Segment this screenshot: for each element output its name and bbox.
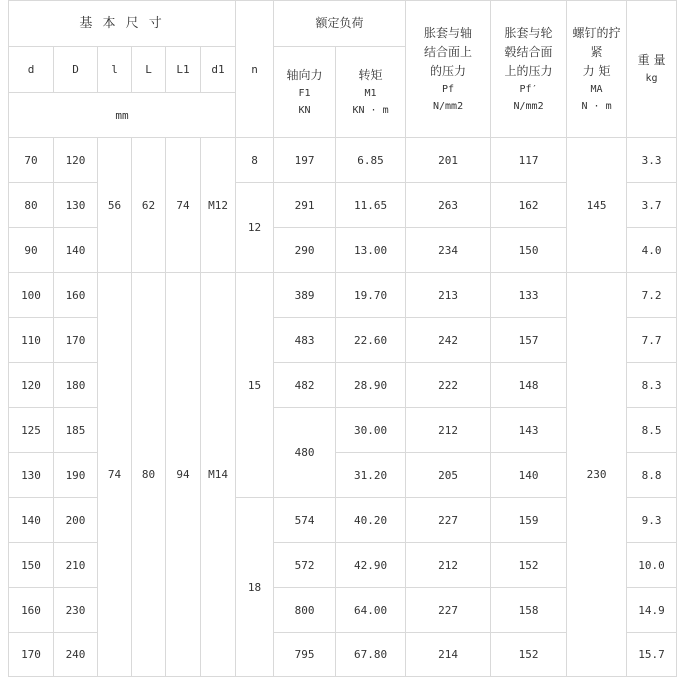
pressure-shaft-header [406,1,491,138]
pressure-hub-line2: 毂结合面 [504,44,553,59]
cell-weight: 8.5 [627,408,677,453]
cell-Pf: 205 [406,453,491,498]
cell-F1: 574 [274,498,336,543]
cell-weight: 10.0 [627,543,677,588]
cell-D: 180 [54,363,98,408]
header-row-1 [9,1,677,47]
cell-d: 100 [9,273,54,318]
cell-d1: M12 [201,138,236,273]
cell-Pf-prime: 157 [491,318,567,363]
pressure-hub-line3: 上的压力 [504,63,553,78]
cell-d: 150 [9,543,54,588]
cell-D: 185 [54,408,98,453]
cell-F1: 480 [274,408,336,498]
cell-M1: 19.70 [336,273,406,318]
cell-weight: 7.7 [627,318,677,363]
cell-F1: 197 [274,138,336,183]
cell-Pf: 234 [406,228,491,273]
col-L1-header: L1 [166,47,201,93]
cell-weight: 4.0 [627,228,677,273]
cell-Pf-prime: 159 [491,498,567,543]
pressure-hub-symbol: Pf′ [519,83,538,95]
cell-D: 240 [54,633,98,677]
cell-d: 130 [9,453,54,498]
cell-F1: 795 [274,633,336,677]
cell-F1: 482 [274,363,336,408]
cell-D: 140 [54,228,98,273]
cell-weight: 3.7 [627,183,677,228]
col-L-header: L [132,47,166,93]
cell-M1: 40.20 [336,498,406,543]
cell-weight: 8.8 [627,453,677,498]
table-row [9,138,677,183]
cell-F1: 389 [274,273,336,318]
screw-torque-line2: 紧 [590,44,603,59]
cell-d: 120 [9,363,54,408]
cell-Pf: 222 [406,363,491,408]
screw-torque-line3: 力 矩 [582,63,611,78]
cell-d: 80 [9,183,54,228]
pressure-hub-line1: 胀套与轮 [504,25,553,40]
cell-D: 200 [54,498,98,543]
cell-M1: 67.80 [336,633,406,677]
cell-d: 140 [9,498,54,543]
cell-weight: 7.2 [627,273,677,318]
cell-d: 125 [9,408,54,453]
cell-Pf: 212 [406,543,491,588]
screw-torque-symbol: MA [590,83,603,95]
weight-header [627,1,677,138]
cell-Pf-prime: 143 [491,408,567,453]
pressure-shaft-line2: 结合面上 [424,44,473,59]
cell-MA: 145 [567,138,627,273]
pressure-shaft-unit: N/mm2 [432,100,464,112]
cell-M1: 6.85 [336,138,406,183]
axial-force-header [274,47,336,138]
cell-D: 230 [54,588,98,633]
cell-Pf-prime: 133 [491,273,567,318]
pressure-hub-unit: N/mm2 [513,100,544,112]
cell-F1: 290 [274,228,336,273]
rated-load-header: 额定负荷 [274,1,406,47]
pressure-shaft-line1: 胀套与轴 [424,25,473,40]
cell-M1: 28.90 [336,363,406,408]
cell-Pf-prime: 140 [491,453,567,498]
cell-d: 170 [9,633,54,677]
cell-weight: 14.9 [627,588,677,633]
cell-M1: 13.00 [336,228,406,273]
cell-Pf: 212 [406,408,491,453]
cell-weight: 8.3 [627,363,677,408]
axial-force-label: 轴向力 [286,67,323,82]
cell-F1: 483 [274,318,336,363]
cell-L: 62 [132,138,166,273]
cell-D: 170 [54,318,98,363]
cell-Pf: 227 [406,588,491,633]
cell-M1: 31.20 [336,453,406,498]
unit-mm-header: mm [9,93,236,138]
cell-l: 74 [98,273,132,677]
cell-D: 210 [54,543,98,588]
cell-n: 15 [236,273,274,498]
cell-F1: 800 [274,588,336,633]
cell-D: 120 [54,138,98,183]
n-header: n [236,1,274,138]
cell-weight: 3.3 [627,138,677,183]
cell-n: 12 [236,183,274,273]
cell-Pf-prime: 150 [491,228,567,273]
cell-weight: 9.3 [627,498,677,543]
cell-M1: 64.00 [336,588,406,633]
cell-Pf: 263 [406,183,491,228]
cell-Pf: 227 [406,498,491,543]
torque-label: 转矩 [358,67,383,82]
cell-n: 18 [236,498,274,677]
cell-Pf-prime: 148 [491,363,567,408]
col-l-header: l [98,47,132,93]
cell-Pf: 201 [406,138,491,183]
cell-F1: 572 [274,543,336,588]
screw-torque-header [567,1,627,138]
basic-dims-header: 基 本 尺 寸 [9,1,236,47]
cell-d: 70 [9,138,54,183]
cell-L1: 74 [166,138,201,273]
pressure-hub-header [491,1,567,138]
cell-Pf-prime: 152 [491,543,567,588]
cell-d: 110 [9,318,54,363]
pressure-shaft-line3: 的压力 [430,63,467,78]
cell-Pf: 213 [406,273,491,318]
cell-d: 90 [9,228,54,273]
screw-torque-line1: 螺钉的拧 [572,25,621,40]
cell-Pf-prime: 162 [491,183,567,228]
cell-D: 160 [54,273,98,318]
axial-force-symbol: F1 [298,87,311,99]
cell-l: 56 [98,138,132,273]
weight-unit: kg [645,73,658,84]
cell-M1: 22.60 [336,318,406,363]
cell-Pf: 242 [406,318,491,363]
col-d1-header: d1 [201,47,236,93]
cell-d: 160 [9,588,54,633]
weight-label: 重 量 [637,53,666,67]
cell-n: 8 [236,138,274,183]
cell-L: 80 [132,273,166,677]
cell-D: 130 [54,183,98,228]
col-D-header: D [54,47,98,93]
cell-D: 190 [54,453,98,498]
torque-unit: KN · m [352,104,389,116]
cell-L1: 94 [166,273,201,677]
cell-M1: 42.90 [336,543,406,588]
pressure-shaft-symbol: Pf [442,83,455,95]
cell-MA: 230 [567,273,627,677]
table-row [9,273,677,318]
torque-header [336,47,406,138]
col-d-header: d [9,47,54,93]
torque-symbol: M1 [364,87,377,99]
cell-Pf-prime: 152 [491,633,567,677]
screw-torque-unit: N · m [581,100,612,112]
cell-weight: 15.7 [627,633,677,677]
cell-F1: 291 [274,183,336,228]
spec-table [8,0,677,677]
cell-M1: 30.00 [336,408,406,453]
axial-force-unit: KN [298,104,311,116]
cell-Pf-prime: 158 [491,588,567,633]
cell-Pf-prime: 117 [491,138,567,183]
cell-d1: M14 [201,273,236,677]
cell-Pf: 214 [406,633,491,677]
cell-M1: 11.65 [336,183,406,228]
